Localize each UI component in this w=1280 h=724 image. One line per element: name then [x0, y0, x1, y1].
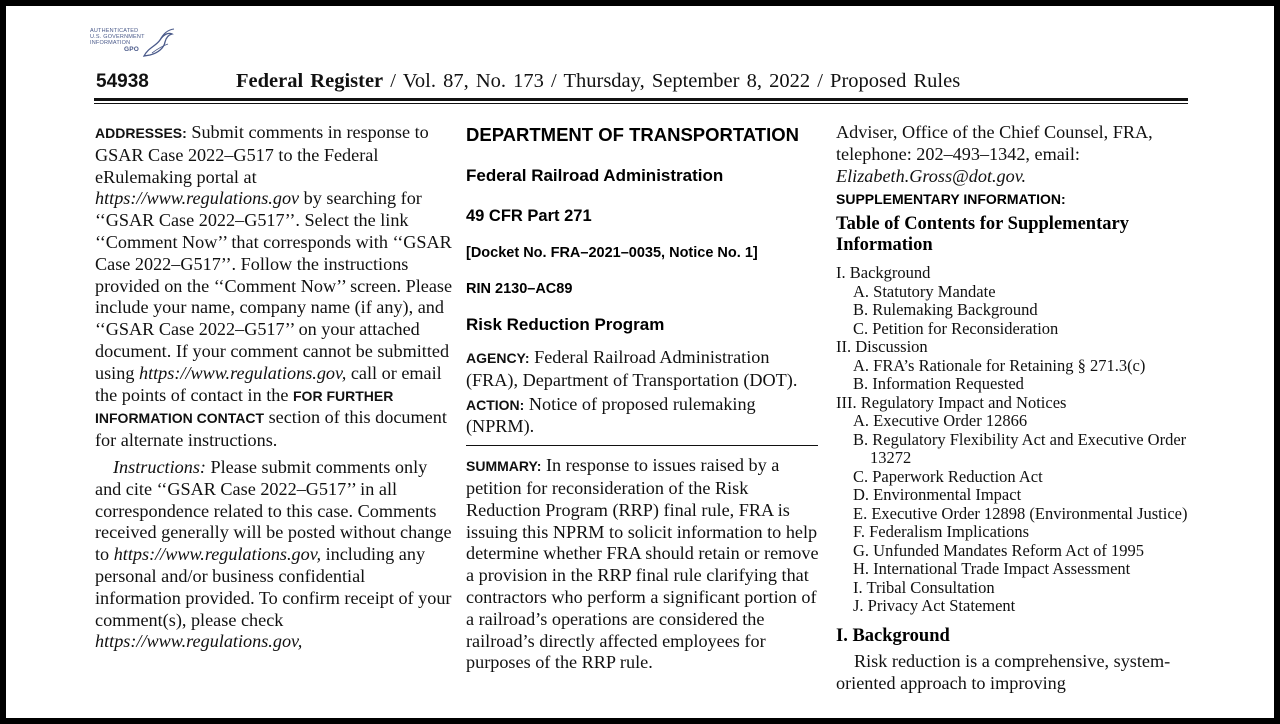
agency-label: AGENCY: [466, 350, 530, 366]
background-heading: I. Background [836, 625, 950, 646]
toc-item[interactable]: I. Tribal Consultation [853, 577, 995, 597]
issue-info: / Vol. 87, No. 173 / Thursday, September 8, 2022 / Proposed Rules [383, 70, 961, 92]
summary-paragraph [466, 455, 826, 674]
page-header [94, 68, 1188, 98]
department-heading: DEPARTMENT OF TRANSPORTATION [466, 124, 799, 145]
paragraph-text: call or email the points of contact in the [95, 362, 442, 405]
paragraph-text: Adviser, Office of the Chief Counsel, FRA, telephone: 202–493–1342, email: [836, 122, 1153, 164]
page-number: 54938 [96, 71, 149, 92]
regulations-link[interactable]: https://www.regulations.gov [95, 188, 300, 209]
regulations-link[interactable]: https://www.regulations.gov, [138, 362, 347, 383]
toc-item[interactable]: B. Regulatory Flexibility Act and Executive Order 13272 [853, 429, 1187, 468]
seal-text-line: U.S. GOVERNMENT [90, 34, 145, 40]
paragraph-text: section of this document for alternate instructions. [95, 407, 447, 451]
toc-item[interactable]: B. Information Requested [853, 374, 1024, 394]
toc-heading: Table of Contents for Supplementary Information [836, 214, 1129, 256]
toc-item[interactable]: A. FRA’s Rationale for Retaining § 271.3(c) [853, 355, 1146, 375]
toc-item[interactable]: A. Statutory Mandate [853, 281, 996, 301]
rin-number: RIN 2130–AC89 [466, 281, 573, 297]
column-left [95, 122, 455, 653]
seal-text-line: AUTHENTICATED [90, 28, 139, 34]
toc-item[interactable]: C. Paperwork Reduction Act [853, 466, 1043, 486]
instructions-paragraph [95, 457, 455, 653]
docket-number: [Docket No. FRA–2021–0035, Notice No. 1] [466, 245, 758, 261]
toc-item[interactable]: F. Federalism Implications [853, 522, 1030, 542]
rule-title: Risk Reduction Program [466, 315, 665, 334]
paragraph-text: Please submit comments only and cite ‘‘GSAR Case 2022–G517’’ in all correspondence related to this case. Comments received generally will be posted without change to [95, 456, 452, 565]
toc-item[interactable]: G. Unfunded Mandates Reform Act of 1995 [853, 540, 1144, 560]
header-rule [94, 98, 1188, 101]
toc-item[interactable]: III. Regulatory Impact and Notices [836, 392, 1067, 412]
running-title [236, 70, 960, 93]
table-of-contents [836, 264, 1196, 616]
paragraph-text: Submit comments in response to GSAR Case 2022–G517 to the Federal eRulemaking portal at [95, 122, 429, 187]
toc-item[interactable]: B. Rulemaking Background [853, 300, 1038, 320]
paragraph-text: In response to issues raised by a petition for reconsideration of the Risk Reduction Program (RRP) final rule, FRA is issuing this NPRM to solicit information to help determine whether FRA should retain or remove a provision in the RRP final rule clarifying that contractors who perform a significant portion of a railroad’s operations are considered the railroad’s directly affected employees for purposes of the RRP rule. [466, 455, 819, 673]
toc-item[interactable]: D. Environmental Impact [853, 485, 1022, 505]
contact-section-label: FOR FURTHER INFORMATION CONTACT [95, 387, 394, 427]
column-right [836, 122, 1196, 694]
document-page [6, 6, 1274, 718]
paragraph-text: Notice of proposed rulemaking (NPRM). [466, 393, 756, 437]
action-label: ACTION: [466, 396, 525, 413]
agency-heading: Federal Railroad Administration [466, 166, 724, 185]
supplementary-label: SUPPLEMENTARY INFORMATION: [836, 191, 1066, 208]
toc-item[interactable]: A. Executive Order 12866 [853, 411, 1028, 431]
seal-text-line: INFORMATION [90, 40, 131, 46]
addresses-paragraph [95, 122, 455, 452]
cfr-heading: 49 CFR Part 271 [466, 207, 592, 225]
paragraph-text: Federal Railroad Administration (FRA), Department of Transportation (DOT). [466, 347, 798, 390]
background-paragraph: Risk reduction is a comprehensive, system-oriented approach to improving [836, 650, 1171, 693]
action-paragraph [466, 394, 826, 439]
gpo-authentication-seal [90, 26, 182, 66]
section-divider [466, 445, 818, 446]
contact-paragraph [836, 122, 1196, 187]
eagle-icon [138, 26, 178, 62]
summary-label: SUMMARY: [466, 458, 542, 475]
journal-name: Federal Register [236, 70, 384, 92]
contact-email-link[interactable]: Elizabeth.Gross@dot.gov. [836, 165, 1027, 186]
instructions-label: Instructions: [113, 456, 206, 477]
paragraph-text: by searching for ‘‘GSAR Case 2022–G517’’. Select the link ‘‘Comment Now’’ that corresponds with ‘‘GSAR Case 2022–G517’’. Follow the instructions provided on the ‘‘Comment Now’’ screen. Please include your name, company name (if any), and ‘‘GSAR Case 2022–G517’’ on your attached document. If your comment cannot be submitted using [95, 188, 453, 383]
toc-item[interactable]: H. International Trade Impact Assessment [853, 559, 1131, 579]
toc-item[interactable]: I. Background [836, 263, 931, 283]
toc-item[interactable]: J. Privacy Act Statement [853, 596, 1016, 616]
header-rule-thin [94, 103, 1188, 104]
toc-item[interactable]: C. Petition for Reconsideration [853, 318, 1059, 338]
regulations-link[interactable]: https://www.regulations.gov, [95, 631, 303, 652]
regulations-link[interactable]: https://www.regulations.gov, [113, 544, 322, 565]
toc-item[interactable]: E. Executive Order 12898 (Environmental Justice) [853, 503, 1188, 523]
column-middle [466, 122, 826, 674]
seal-gpo-mark: GPO [124, 46, 140, 53]
agency-paragraph [466, 347, 826, 392]
paragraph-text: including any personal and/or business confidential information provided. To confirm receipt of your comment(s), please check [95, 544, 452, 630]
toc-item[interactable]: II. Discussion [836, 337, 928, 357]
addresses-label: ADDRESSES: [95, 125, 187, 141]
